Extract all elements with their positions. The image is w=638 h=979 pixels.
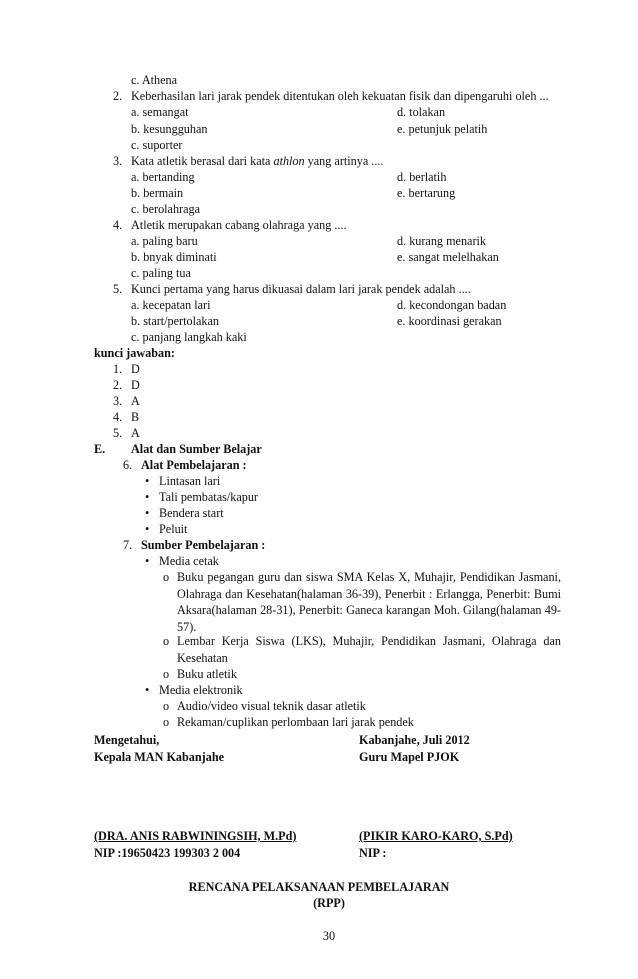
q5-option-c: c. panjang langkah kaki bbox=[131, 330, 247, 344]
answer-4-number: 4. bbox=[113, 410, 123, 424]
q3-number: 3. bbox=[113, 154, 123, 168]
q3-option-a: a. bertanding bbox=[131, 170, 195, 184]
q3-text-after: yang artinya .... bbox=[304, 154, 384, 168]
q4-number: 4. bbox=[113, 218, 123, 232]
elektronik-item: o Audio/video visual teknik dasar atletik bbox=[177, 698, 366, 715]
media-cetak-item: • Media cetak bbox=[159, 553, 219, 570]
q5-option-b: b. start/pertolakan bbox=[131, 314, 219, 328]
answer-5-value: A bbox=[131, 426, 140, 440]
signature-left-role: Kepala MAN Kabanjahe bbox=[94, 750, 225, 764]
rpp-title: RENCANA PELAKSANAAN PEMBELAJARAN bbox=[188, 880, 450, 894]
sub7-title: Sumber Pembelajaran : bbox=[141, 538, 266, 552]
q3-option-b: b. bermain bbox=[131, 186, 184, 200]
signature-left-name: (DRA. ANIS RABWININGSIH, M.Pd) bbox=[94, 829, 297, 843]
signature-right-role: Guru Mapel PJOK bbox=[359, 750, 460, 764]
q4-option-d: d. kurang menarik bbox=[397, 234, 487, 248]
q5-text: Kunci pertama yang harus dikuasai dalam lari jarak pendek adalah .... bbox=[131, 282, 471, 296]
answer-2-number: 2. bbox=[113, 378, 123, 392]
section-e-letter: E. bbox=[94, 442, 106, 456]
q3-text-italic: athlon bbox=[273, 154, 305, 168]
q2-text: Keberhasilan lari jarak pendek ditentukan oleh kekuatan fisik dan dipengaruhi oleh ... bbox=[131, 89, 549, 103]
tool-item: • Tali pembatas/kapur bbox=[159, 489, 258, 506]
q3-option-e: e. bertarung bbox=[397, 186, 456, 200]
answer-5-number: 5. bbox=[113, 426, 123, 440]
cetak-item-buku-atletik: o Buku atletik bbox=[177, 666, 237, 683]
q2-number: 2. bbox=[113, 89, 123, 103]
rpp-abbr: (RPP) bbox=[313, 896, 345, 910]
sub6-title: Alat Pembelajaran : bbox=[141, 458, 247, 472]
signature-right-date: Kabanjahe, Juli 2012 bbox=[359, 733, 470, 747]
q3-text bbox=[131, 153, 383, 170]
q2-option-c: c. suporter bbox=[131, 138, 183, 152]
q4-option-c: c. paling tua bbox=[131, 266, 191, 280]
q2-option-b: b. kesungguhan bbox=[131, 122, 208, 136]
q3-option-d: d. berlatih bbox=[397, 170, 447, 184]
signature-left-label: Mengetahui, bbox=[94, 733, 160, 747]
q2-option-e: e. petunjuk pelatih bbox=[397, 122, 488, 136]
q1-option-c: c. Athena bbox=[131, 73, 178, 87]
answer-4-value: B bbox=[131, 410, 140, 424]
answer-2-value: D bbox=[131, 378, 140, 392]
tool-item: • Bendera start bbox=[159, 505, 224, 522]
q5-option-a: a. kecepatan lari bbox=[131, 298, 211, 312]
q2-option-d: d. tolakan bbox=[397, 105, 446, 119]
answer-key-title: kunci jawaban: bbox=[94, 346, 175, 360]
page-number: 30 bbox=[322, 929, 336, 943]
sub6-number: 6. bbox=[123, 458, 133, 472]
cetak-item-book: o Buku pegangan guru dan siswa SMA Kelas X, Muhajir, Pendidikan Jasmani, Olahraga dan Kesehatan(halaman 36-39), Penerbit : Erlangga, Penerbit: Bumi Aksara(halaman 28-31), Penerbit: Ganeca karangan Moh. Gilang(halaman 49-57). bbox=[177, 569, 561, 635]
q4-text: Atletik merupakan cabang olahraga yang .... bbox=[131, 218, 347, 232]
q3-option-c: c. berolahraga bbox=[131, 202, 201, 216]
signature-right-name: (PIKIR KARO-KARO, S.Pd) bbox=[359, 829, 513, 843]
answer-3-value: A bbox=[131, 394, 140, 408]
tool-item: • Lintasan lari bbox=[159, 473, 220, 490]
answer-3-number: 3. bbox=[113, 394, 123, 408]
q2-option-a: a. semangat bbox=[131, 105, 189, 119]
signature-left-nip: NIP :19650423 199303 2 004 bbox=[94, 846, 241, 860]
q5-option-d: d. kecondongan badan bbox=[397, 298, 507, 312]
q5-option-e: e. koordinasi gerakan bbox=[397, 314, 502, 328]
media-elektronik-item: • Media elektronik bbox=[159, 682, 243, 699]
sub7-number: 7. bbox=[123, 538, 133, 552]
q4-option-e: e. sangat melelhakan bbox=[397, 250, 499, 264]
section-e-title: Alat dan Sumber Belajar bbox=[131, 442, 262, 456]
answer-1-number: 1. bbox=[113, 362, 123, 376]
q5-number: 5. bbox=[113, 282, 123, 296]
elektronik-item: o Rekaman/cuplikan perlombaan lari jarak pendek bbox=[177, 714, 414, 731]
q4-option-b: b. bnyak diminati bbox=[131, 250, 217, 264]
cetak-item-lks: o Lembar Kerja Siswa (LKS), Muhajir, Pendidikan Jasmani, Olahraga dan Kesehatan bbox=[177, 633, 561, 666]
signature-right-nip: NIP : bbox=[359, 846, 387, 860]
q4-option-a: a. paling baru bbox=[131, 234, 198, 248]
q3-text-before: Kata atletik berasal dari kata bbox=[131, 154, 274, 168]
tool-item: • Peluit bbox=[159, 521, 187, 538]
answer-1-value: D bbox=[131, 362, 140, 376]
